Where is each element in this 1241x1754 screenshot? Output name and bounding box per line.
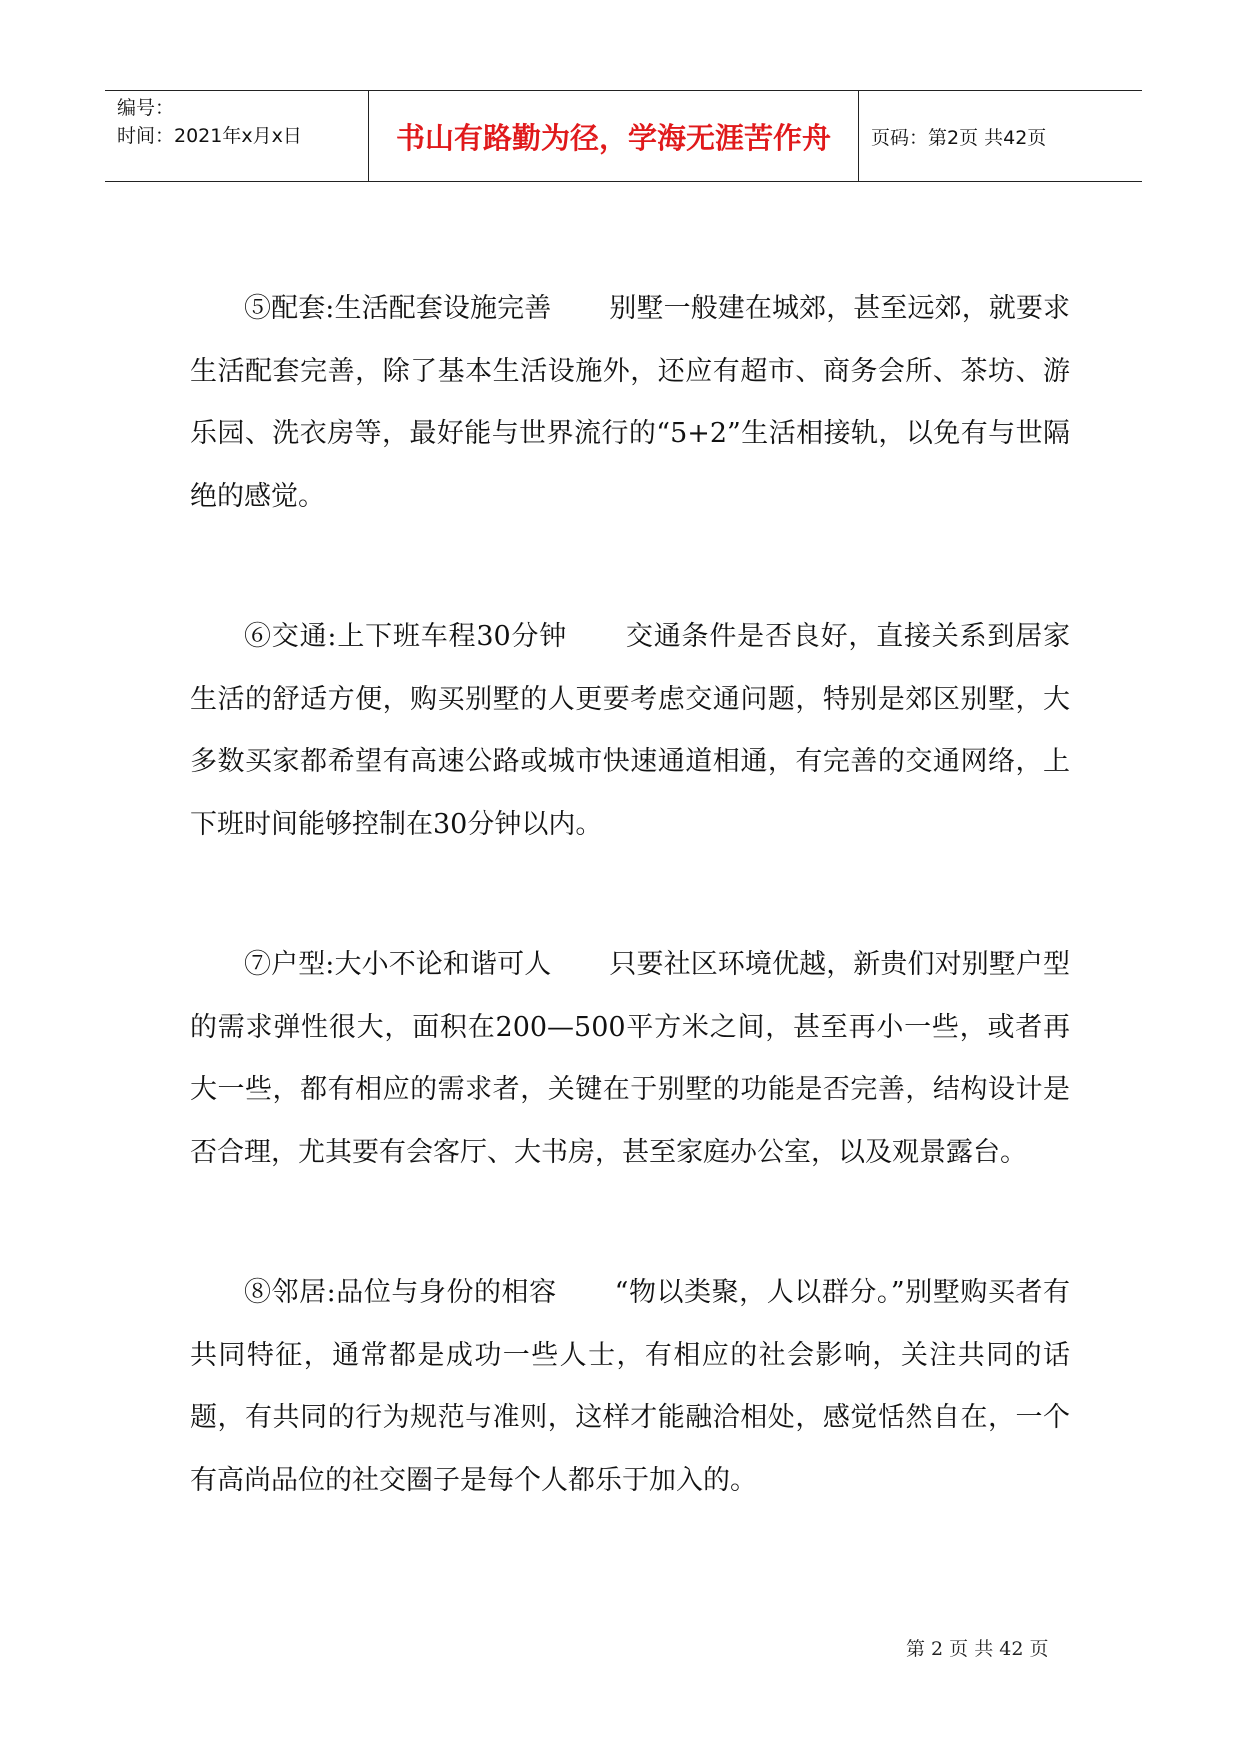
paragraph-heading: ⑥交通:上下班车程30分钟 [244, 621, 568, 652]
page-header [105, 90, 1142, 182]
header-page-cell [859, 91, 1142, 181]
paragraph-text: 别墅一般建在城郊，甚至远郊，就要求生活配套完善，除了基本生活设施外，还应有超市、商务会所、茶坊、游乐园、洗衣房等，最好能与世界流行的“5+2”生活相接轨，以免有与世隔绝的感觉。 [190, 293, 1070, 512]
paragraph-text: “物以类聚，人以群分。”别墅购买者有共同特征，通常都是成功一些人士，有相应的社会影响，关注共同的话题，有共同的行为规范与准则，这样才能融洽相处，感觉恬然自在，一个有高尚品位的社交圈子是每个人都乐于加入的。 [190, 1277, 1070, 1496]
paragraph-text: 交通条件是否良好，直接关系到居家生活的舒适方便，购买别墅的人更要考虑交通问题，特别是郊区别墅，大多数买家都希望有高速公路或城市快速通道相通，有完善的交通网络，上下班时间能够控制在30分钟以内。 [190, 621, 1071, 840]
header-motto-cell [369, 91, 859, 181]
document-body [190, 278, 1070, 1590]
footer-page-number: 第 2 页 共 42 页 [906, 1638, 1049, 1660]
document-date-label: 时间：2021年x月x日 [117, 125, 302, 147]
document-number-label: 编号： [117, 97, 175, 119]
paragraph-heading: ⑦户型:大小不论和谐可人 [244, 949, 552, 980]
header-page-info: 页码：第2页 共42页 [871, 126, 1047, 149]
paragraph-heading: ⑧邻居:品位与身份的相容 [244, 1277, 557, 1308]
header-meta-cell [105, 91, 369, 181]
header-motto: 书山有路勤为径，学海无涯苦作舟 [395, 120, 831, 155]
paragraph-heading: ⑤配套:生活配套设施完善 [244, 293, 552, 324]
paragraph-facilities [190, 278, 1070, 528]
paragraph-neighbors [190, 1262, 1070, 1512]
paragraph-text: 只要社区环境优越，新贵们对别墅户型的需求弹性很大，面积在200—500平方米之间，甚至再小一些，或者再大一些，都有相应的需求者，关键在于别墅的功能是否完善，结构设计是否合理，尤其要有会客厅、大书房，甚至家庭办公室，以及观景露台。 [190, 949, 1070, 1168]
paragraph-transport [190, 606, 1070, 856]
paragraph-layout [190, 934, 1070, 1184]
